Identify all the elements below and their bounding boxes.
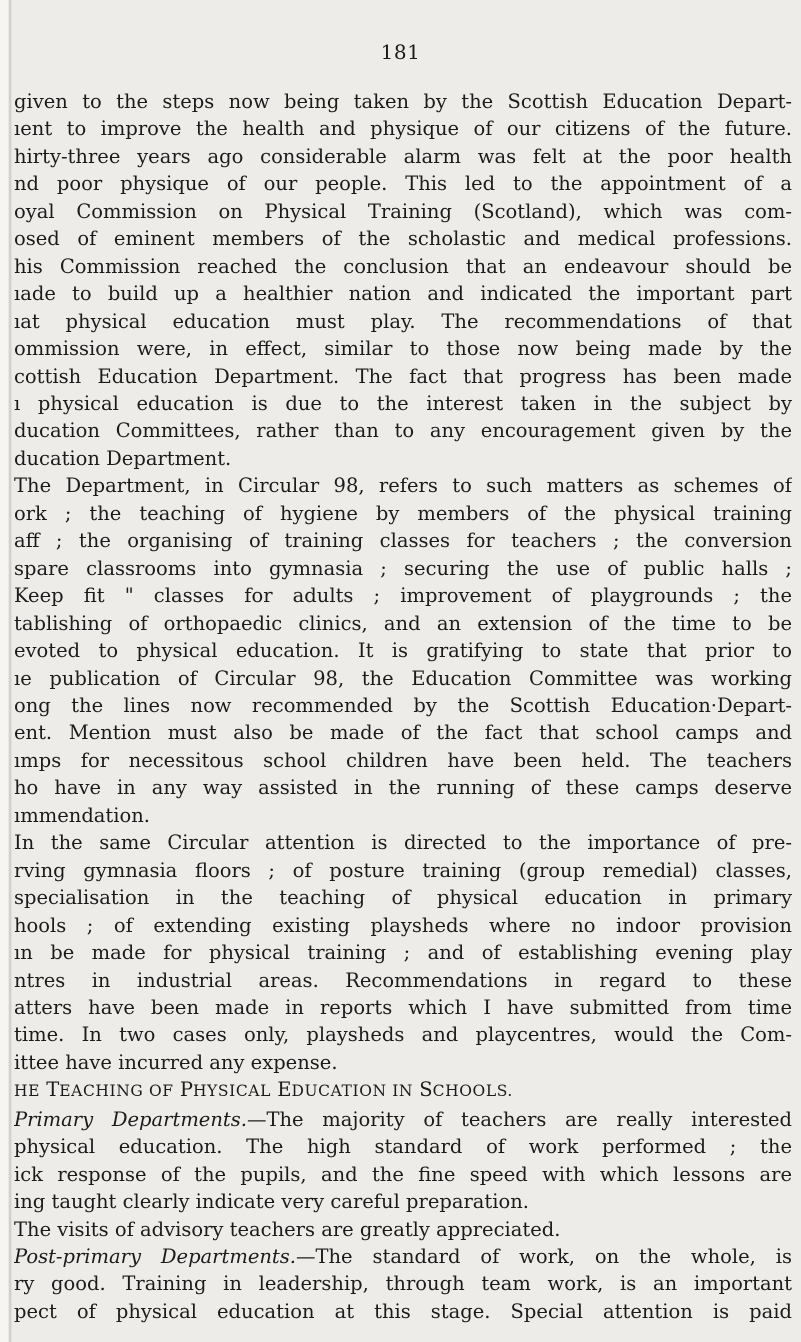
text-line: ıat physical education must play. The recommendations of that xyxy=(14,309,792,333)
text-line: aff ; the organising of training classes for teachers ; the conversion xyxy=(14,529,792,553)
text-line: ry good. Training in leadership, through team work, is an important xyxy=(14,1272,792,1296)
text-line: ommission were, in effect, similar to those now being made by the xyxy=(14,337,792,361)
text-line: tablishing of orthopaedic clinics, and an extension of the time to be xyxy=(14,611,792,635)
text-line: The Department, in Circular 98, refers to such matters as schemes of xyxy=(14,474,792,498)
text-line: ducation Department. xyxy=(14,446,232,470)
text-line: rving gymnasia floors ; of posture training (group remedial) classes, xyxy=(14,858,792,882)
subheading-post-primary: Post-primary Departments. xyxy=(14,1245,296,1269)
text-line: time. In two cases only, playsheds and playcentres, would the Com- xyxy=(14,1023,792,1047)
text-line: ıe publication of Circular 98, the Education Committee was working xyxy=(14,666,792,690)
page-number: 181 xyxy=(380,40,421,64)
text-line: ımps for necessitous school children have been held. The teachers xyxy=(14,748,792,772)
text-line: Primary Departments.—The majority of teachers are really interested xyxy=(14,1107,792,1131)
text-line: ing taught clearly indicate very careful preparation. xyxy=(14,1190,529,1214)
text-line: atters have been made in reports which I have submitted from time xyxy=(14,995,792,1019)
text-line: ıent to improve the health and physique of our citizens of the future. xyxy=(14,117,792,141)
text-line: specialisation in the teaching of physical education in primary xyxy=(14,886,792,910)
text-line: hirty-three years ago considerable alarm was felt at the poor health xyxy=(14,144,792,168)
text-line: hools ; of extending existing playsheds where no indoor provision xyxy=(14,913,792,937)
text-line: ong the lines now recommended by the Scottish Education·Depart- xyxy=(14,693,792,717)
text-line: ho have in any way assisted in the running of these camps deserve xyxy=(14,776,792,800)
text-line: nd poor physique of our people. This led to the appointment of a xyxy=(14,172,792,196)
text-line: In the same Circular attention is directed to the importance of pre- xyxy=(14,831,792,855)
text-line: oyal Commission on Physical Training (Scotland), which was com- xyxy=(14,199,792,223)
text-line: ntres in industrial areas. Recommendations in regard to these xyxy=(14,968,792,992)
section-heading: HE TEACHING OF PHYSICAL EDUCATION IN SCHOOLS. xyxy=(14,1078,513,1102)
text-line: ittee have incurred any expense. xyxy=(14,1050,338,1074)
book-gutter xyxy=(0,0,12,1342)
text-line: ducation Committees, rather than to any encouragement given by the xyxy=(14,419,792,443)
text-line: ork ; the teaching of hygiene by members of the physical training xyxy=(14,501,792,525)
text-line: Keep fit " classes for adults ; improvement of playgrounds ; the xyxy=(14,584,792,608)
text-line: osed of eminent members of the scholastic and medical professions. xyxy=(14,227,792,251)
text-line: ı physical education is due to the interest taken in the subject by xyxy=(14,391,792,415)
text-line: ımmendation. xyxy=(14,803,150,827)
subheading-primary: Primary Departments. xyxy=(14,1107,247,1131)
text-line: Post-primary Departments.—The standard of work, on the whole, is xyxy=(14,1245,792,1269)
text-line: The visits of advisory teachers are greatly appreciated. xyxy=(14,1217,561,1241)
text-line: pect of physical education at this stage. Special attention is paid xyxy=(14,1299,792,1323)
text-line: spare classrooms into gymnasia ; securing the use of public halls ; xyxy=(14,556,792,580)
text-line: ıade to build up a healthier nation and indicated the important part xyxy=(14,282,792,306)
page-body xyxy=(14,88,792,1325)
text-line: ick response of the pupils, and the fine speed with which lessons are xyxy=(14,1162,792,1186)
text-line: given to the steps now being taken by the Scottish Education Depart- xyxy=(14,90,792,113)
text-line: physical education. The high standard of work performed ; the xyxy=(14,1135,792,1159)
text-line: his Commission reached the conclusion that an endeavour should be xyxy=(14,254,792,278)
text-line: cottish Education Department. The fact that progress has been made xyxy=(14,364,792,388)
text-line: ın be made for physical training ; and of establishing evening play xyxy=(14,941,792,965)
text-line: evoted to physical education. It is gratifying to state that prior to xyxy=(14,639,792,663)
text-line: ent. Mention must also be made of the fact that school camps and xyxy=(14,721,792,745)
